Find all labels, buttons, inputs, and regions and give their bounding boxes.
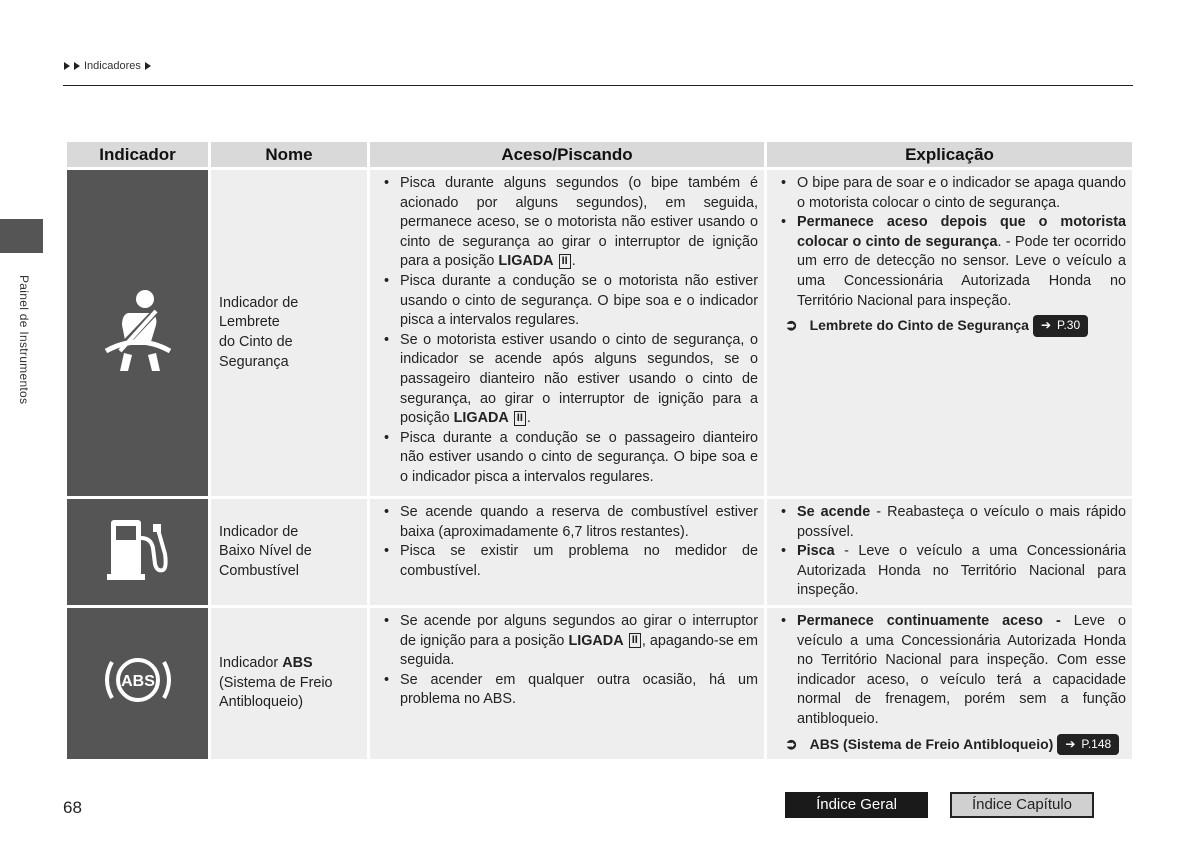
page-link[interactable]: ➔ P.148 — [1057, 734, 1119, 756]
arrow-icon — [64, 62, 70, 70]
name-line: do Cinto de — [219, 334, 293, 350]
column-header: Indicador — [67, 142, 208, 167]
aceso-cell — [370, 499, 764, 605]
page-number: 68 — [63, 798, 82, 817]
list-item: • Permanece continuamente aceso - Leve o veículo a uma Concessionária Autorizada Honda no Território Nacional para inspeção. Com esse indicador aceso, o veículo terá a capacidade normal de frenagem, porém sem a função antibloqueio. — [775, 612, 1126, 730]
name-line: (Sistema de Freio — [219, 674, 333, 691]
explicacao-cell — [767, 499, 1132, 605]
table-row — [67, 608, 1132, 759]
list-item: • Se acender em qualquer outra ocasião, há um problema no ABS. — [378, 671, 758, 710]
list-item: • Pisca durante a condução se o motorista não estiver usando o cinto de segurança. O bipe soa e o indicador pisca a intervalos regulares. — [378, 272, 758, 331]
cross-reference: ➲ ABS (Sistema de Freio Antibloqueio) ➔ P.148 — [775, 734, 1126, 756]
arrow-icon — [74, 62, 80, 70]
header-rule — [63, 85, 1133, 86]
indice-capitulo-button[interactable]: Índice Capítulo — [950, 792, 1094, 818]
arrow-icon: ➲ — [785, 735, 798, 753]
arrow-icon: ➔ — [1040, 318, 1052, 333]
list-item: • Pisca durante alguns segundos (o bipe também é acionado por alguns segundos), em seguida, permanece aceso, se o motorista não estiver usando o cinto de segurança ao girar o interruptor de ignição para a posição LIGADA II . — [378, 174, 758, 272]
seatbelt-icon — [98, 285, 178, 375]
ignition-key-icon: II — [629, 633, 641, 648]
list-item: • Pisca durante a condução se o passageiro dianteiro não estiver usando o cinto de segurança. O bipe soa e o indicador pisca a intervalos regulares. — [378, 429, 758, 488]
ignition-key-icon: II — [559, 254, 571, 269]
cross-reference: ➲ Lembrete do Cinto de Segurança ➔ P.30 — [775, 315, 1126, 337]
list-item: • Pisca - Leve o veículo a uma Concessionária Autorizada Honda no Território Nacional para inspeção. — [775, 542, 1126, 601]
name-cell — [211, 170, 367, 496]
list-item: • Pisca se existir um problema no medidor de combustível. — [378, 542, 758, 581]
name-line: Indicador de — [219, 294, 299, 311]
arrow-icon: ➲ — [785, 317, 798, 335]
chapter-tab — [0, 219, 43, 253]
indicator-table — [64, 139, 1135, 762]
aceso-cell — [370, 608, 764, 759]
column-header: Nome — [211, 142, 367, 167]
indice-geral-button[interactable]: Índice Geral — [785, 792, 928, 818]
list-item: • Se acende - Reabasteça o veículo o mais rápido possível. — [775, 503, 1126, 542]
table-row — [67, 170, 1132, 496]
breadcrumb-link[interactable]: Indicadores — [84, 60, 141, 72]
list-item: • O bipe para de soar e o indicador se apaga quando o motorista colocar o cinto de segurança. — [775, 174, 1126, 213]
ignition-key-icon: II — [514, 411, 526, 426]
name-line: Segurança — [219, 353, 289, 370]
arrow-icon: ➔ — [1065, 736, 1076, 751]
breadcrumb — [64, 60, 151, 72]
name-line: Baixo Nível de — [219, 543, 312, 560]
aceso-cell — [370, 170, 764, 496]
indicator-cell — [67, 608, 208, 759]
name-line: Indicador ABS — [219, 655, 313, 672]
explicacao-cell — [767, 170, 1132, 496]
abs-icon — [98, 650, 178, 710]
name-line: Lembrete — [219, 314, 280, 331]
name-cell — [211, 608, 367, 759]
name-line: Indicador de — [219, 523, 299, 540]
indicator-cell — [67, 170, 208, 496]
fuel-pump-icon — [103, 514, 173, 584]
chapter-label: Painel de Instrumentos — [17, 275, 31, 405]
list-item: • Se o motorista estiver usando o cinto de segurança, o indicador se acende após alguns segundos, se o passageiro dianteiro não estiver usando o cinto de segurança, ao girar o interruptor de ignição para a posição LIGADA II . — [378, 331, 758, 429]
list-item: • Se acende por alguns segundos ao girar o interruptor de ignição para a posição LIGADA II , apagando-se em seguida. — [378, 612, 758, 671]
name-line: Combustível — [219, 562, 299, 579]
list-item: • Permanece aceso depois que o motorista colocar o cinto de segurança. - Pode ter ocorrido um erro de detecção no sensor. Leve o veículo a uma Concessionária Autorizada Honda no Território Nacional para inspeção. — [775, 213, 1126, 311]
indicator-cell — [67, 499, 208, 605]
arrow-icon — [145, 62, 151, 70]
name-line: Antibloqueio) — [219, 694, 304, 711]
list-item: • Se acende quando a reserva de combustível estiver baixa (aproximadamente 6,7 litros restantes). — [378, 503, 758, 542]
name-cell — [211, 499, 367, 605]
table-row — [67, 499, 1132, 605]
explicacao-cell — [767, 608, 1132, 759]
page-link[interactable]: ➔ P.30 — [1033, 315, 1088, 337]
abs-icon-text: ABS — [120, 673, 155, 691]
column-header: Explicação — [767, 142, 1132, 167]
column-header: Aceso/Piscando — [370, 142, 764, 167]
table-header-row — [67, 142, 1132, 167]
